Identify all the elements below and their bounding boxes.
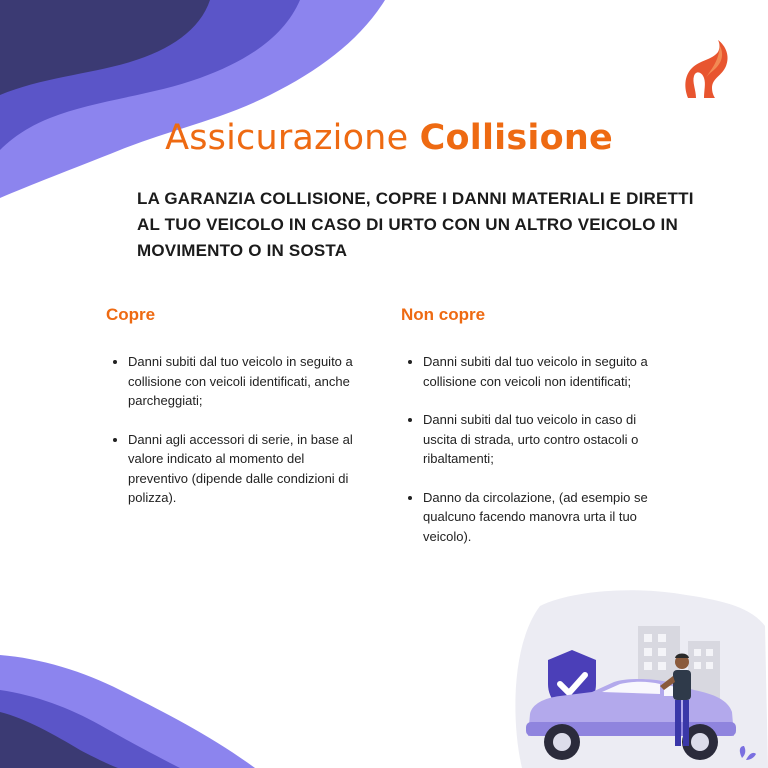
page-title xyxy=(0,118,768,158)
covers-list xyxy=(106,352,358,527)
title-bold: Collisione xyxy=(419,118,613,158)
intro-text: LA GARANZIA COLLISIONE, COPRE I DANNI MATERIALI E DIRETTI AL TUO VEICOLO IN CASO DI URTO CON UN ALTRO VEICOLO IN MOVIMENTO O IN SOSTA xyxy=(137,189,694,260)
car-insurance-illustration xyxy=(510,586,768,768)
list-item: • Danni agli accessori di serie, in base al valore indicato al momento del preventivo (dipende dalle condizioni di polizza). xyxy=(128,430,358,508)
title-light: Assicurazione xyxy=(165,118,409,158)
list-item: • Danno da circolazione, (ad esempio se qualcuno facendo manovra urta il tuo veicolo). xyxy=(423,488,673,547)
covers-heading: Copre xyxy=(106,305,156,324)
list-item: • Danni subiti dal tuo veicolo in seguito a collisione con veicoli identificati, anche parcheggiati; xyxy=(128,352,358,411)
not-covers-list xyxy=(401,352,673,565)
not-covers-heading: Non copre xyxy=(401,305,486,324)
list-item: • Danni subiti dal tuo veicolo in caso di uscita di strada, urto contro ostacoli o ribaltamenti; xyxy=(423,410,673,469)
list-item: • Danni subiti dal tuo veicolo in seguito a collisione con veicoli non identificati; xyxy=(423,352,673,391)
flame-logo-icon xyxy=(682,38,734,100)
